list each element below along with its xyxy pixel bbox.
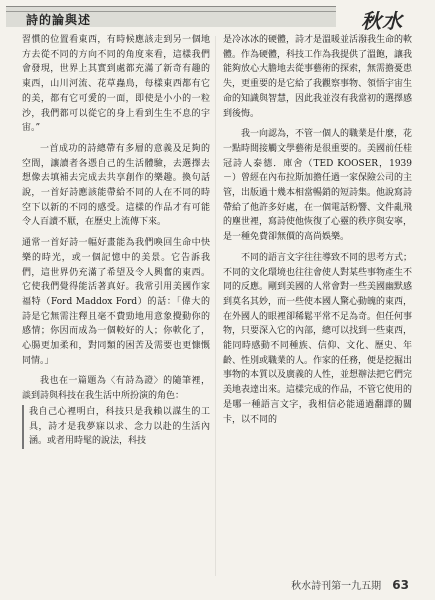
- paragraph: 不同的語言文字往往導致不同的思考方式；不同的文化環境也往往會使人對某些事物產生不同的反應。剛到美國的人常會對一些美國幽默感到莫名其妙，而一些使本國人驚心動魄的東西，在外國人的眼裡卻稀鬆平常不足為奇。但任何事物，只要深入它的內部，總可以找到一些東西，能同時感動不同種族、信仰、文化、歷史、年齡、性別或職業的人。作家的任務，便是挖掘出事物的本質以及廣義的人性，並想辦法把它們完美地表達出來。這樣完成的作品，不管它使用的是哪一種語言文字，我相信必能通過翻譯的關卡，以不同的: [223, 252, 413, 425]
- page-footer: [291, 577, 409, 592]
- right-column: [223, 33, 412, 427]
- paragraph: 一首成功的詩總帶有多層的意義及足夠的空間，讓讀者各憑自己的生活體驗，去選擇去想像去填補去完成去共享創作的樂趣。換句話說，一首好詩應該能帶給不同的人在不同的時空下以新的不同的感受。這樣的作品才有可能令人百讀不厭，在歷史上流傳下來。: [22, 143, 210, 228]
- paragraph: 是冷冰冰的硬體，詩才是溫暖並活潑我生命的軟體。作為硬體，科技工作為我提供了溫飽，讓我能夠放心大膽地去從事藝術的探索，無需擔憂患失，更重要的是它給了我觀察事物、領悟宇宙生命的知識與智慧，因此我並沒有我當初的選擇感到後悔。: [223, 35, 413, 119]
- paragraph: 通常一首好詩一幅好畫能為我們喚回生命中快樂的時光，或一個記憶中的美景。它告訴我們，這世界仍充滿了希望及令人興奮的東西。它使我們覺得能活著真好。我常引用美國作家福特（Ford Maddox Ford）的話：「偉大的詩是它無需注釋且毫不費勁地用意象攪動你的感情；你因而成為一個較好的人；你軟化了，心腸更加柔和，對同類的困苦及需要也更慷慨同情。」: [22, 238, 210, 366]
- paragraph: 我也在一篇題為〈有詩為證〉的隨筆裡，談到詩與科技在我生活中所扮演的角色：: [22, 376, 210, 402]
- page-number: 63: [392, 578, 409, 592]
- left-column: [22, 33, 210, 449]
- section-title: 詩的論與述: [26, 13, 92, 27]
- paragraph: 習慣的位置看東西，有時候應該走到另一個地方去從不同的方向不同的角度來看，這樣我們會發現，世界上其實到處都充滿了新奇有趣的東西，山川河流、花草蟲鳥，每樣東西都有它的美，都有它可愛的一面，即使是小小的一粒沙，我們都可以從它的身上看到生生不息的宇宙。”: [22, 35, 210, 134]
- paragraph: 我一向認為，不管一個人的職業是什麼，花一點時間接觸文學藝術是很重要的。美國前任桂冠詩人泰德．庫舍（TED KOOSER，1939－）曾經在內布拉斯加擔任過一家保險公司的主管，出版過十幾本相當暢銷的短詩集。他說寫詩帶給了他許多好處，在一個電話粉響、文件亂飛的塵世裡，寫詩使他恢復了心靈的秩序與安寧，是一種免費卻無價的高尚娛樂。: [223, 129, 413, 243]
- column-divider: [215, 36, 216, 576]
- block-quote: 我自己心裡明白，科技只是我賴以謀生的工具，詩才是我夢寐以求、念力以赴的生活內涵。或者用時髦的說法，科技: [22, 405, 210, 449]
- journal-issue: 秋水詩刊第一九五期: [291, 581, 382, 592]
- journal-logo: 秋水: [361, 9, 403, 33]
